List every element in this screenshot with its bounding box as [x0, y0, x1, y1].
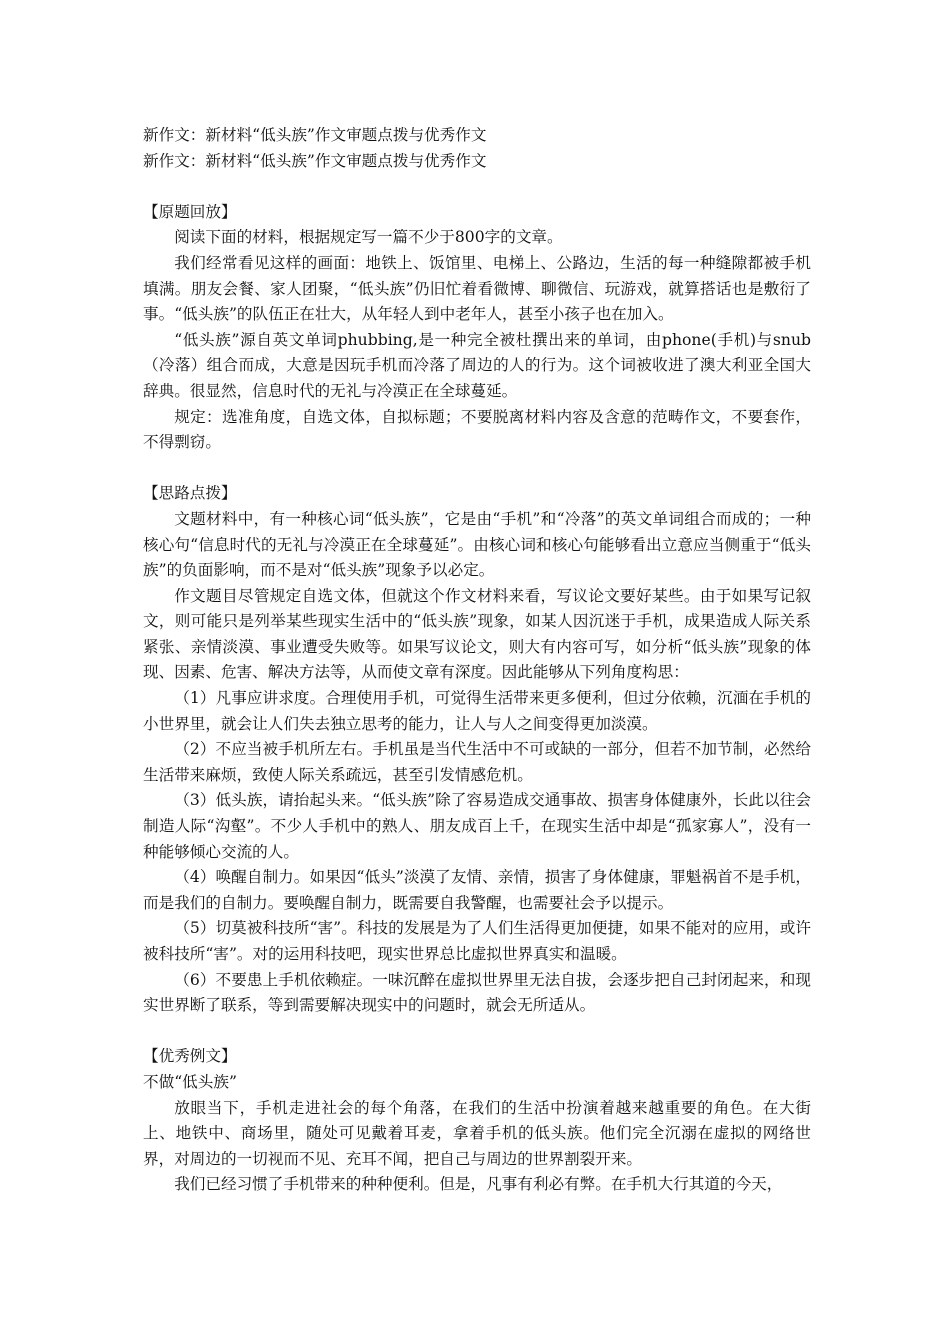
paragraph: （6）不要患上手机依赖症。一味沉醉在虚拟世界里无法自拔，会逐步把自己封闭起来，和现实世界断了联系，等到需要解决现实中的问题时，就会无所适从。 [143, 970, 811, 1015]
doc-title-line-1: 新作文：新材料“低头族”作文审题点拨与优秀作文 [143, 126, 487, 144]
paragraph: 放眼当下，手机走进社会的每个角落，在我们的生活中扮演着越来越重要的角色。在大街上、地铁中、商场里，随处可见戴着耳麦，拿着手机的低头族。他们完全沉溺在虚拟的网络世界，对周边的一切视而不见、充耳不闻，把自己与周边的世界割裂开来。 [143, 1098, 811, 1168]
paragraph: 作文题目尽管规定自选文体，但就这个作文材料来看，写议论文要好某些。由于如果写记叙文，则可能只是列举某些现实生活中的“低头族”现象，如某人因沉迷于手机，成果造成人际关系紧张、亲情淡漠、事业遭受失败等。如果写议论文，则大有内容可写，如分析“低头族”现象的体现、因素、危害、解决方法等，从而使文章有深度。因此能够从下列角度构思： [143, 586, 811, 682]
paragraph: 我们经常看见这样的画面：地铁上、饭馆里、电梯上、公路边，生活的每一种缝隙都被手机填满。朋友会餐、家人团聚，“低头族”仍旧忙着看微博、聊微信、玩游戏，就算搭话也是敷衍了事。“低头族”的队伍正在壮大，从年轻人到中老年人，甚至小孩子也在加入。 [143, 253, 811, 324]
essay-title: 不做“低头族” [143, 1072, 237, 1091]
doc-title-line-2: 新作文：新材料“低头族”作文审题点拨与优秀作文 [143, 151, 487, 170]
paragraph: （5）切莫被科技所“害”。科技的发展是为了人们生活得更加便捷，如果不能对的应用，或许被科技所“害”。对的运用科技吧，现实世界总比虚拟世界真实和温暖。 [143, 919, 811, 963]
paragraph: “低头族”源自英文单词phubbing,是一种完全被杜撰出来的单词，由phone(手机)与snub（冷落）组合而成，大意是因玩手机而冷落了周边的人的行为。这个词被收进了澳大利亚全国大辞典。很显然，信息时代的无礼与冷漠正在全球蔓延。 [143, 330, 811, 400]
document-body [143, 123, 811, 1198]
paragraph: 规定：选准角度，自选文体，自拟标题；不要脱离材料内容及含意的范畴作文，不要套作，不得剽窃。 [143, 407, 811, 452]
paragraph: （1）凡事应讲求度。合理使用手机，可觉得生活带来更多便利，但过分依赖，沉湎在手机的小世界里，就会让人们失去独立思考的能力，让人与人之间变得更加淡漠。 [143, 689, 811, 733]
spacer [143, 174, 811, 200]
section-heading-original-question: 【原题回放】 [143, 202, 237, 221]
section-heading-thinking-guide: 【思路点拨】 [143, 484, 237, 503]
paragraph: （3）低头族，请抬起头来。“低头族”除了容易造成交通事故、损害身体健康外，长此以往会制造人际“沟壑”。不少人手机中的熟人、朋友成百上千，在现实生活中却是“孤家寡人”，没有一种能够倾心交流的人。 [143, 791, 811, 861]
paragraph: 文题材料中，有一种核心词“低头族”，它是由“手机”和“冷落”的英文单词组合而成的；一种核心句“信息时代的无礼与冷漠正在全球蔓延”。由核心词和核心句能够看出立意应当侧重于“低头族”的负面影响，而不是对“低头族”现象予以必定。 [143, 509, 811, 580]
paragraph: （4）唤醒自制力。如果因“低头”淡漠了友情、亲情，损害了身体健康，罪魁祸首不是手机，而是我们的自制力。要唤醒自制力，既需要自我警醒，也需要社会予以提示。 [143, 868, 811, 912]
spacer [143, 1019, 811, 1045]
paragraph: 阅读下面的材料，根据规定写一篇不少于800字的文章。 [174, 228, 563, 247]
spacer [143, 456, 811, 482]
section-heading-sample-essay: 【优秀例文】 [143, 1047, 237, 1066]
paragraph: 我们已经习惯了手机带来的种种便利。但是，凡事有利必有弊。在手机大行其道的今天， [174, 1175, 783, 1194]
paragraph: （2）不应当被手机所左右。手机虽是当代生活中不可或缺的一部分，但若不加节制，必然给生活带来麻烦，致使人际关系疏远，甚至引发情感危机。 [143, 740, 811, 784]
